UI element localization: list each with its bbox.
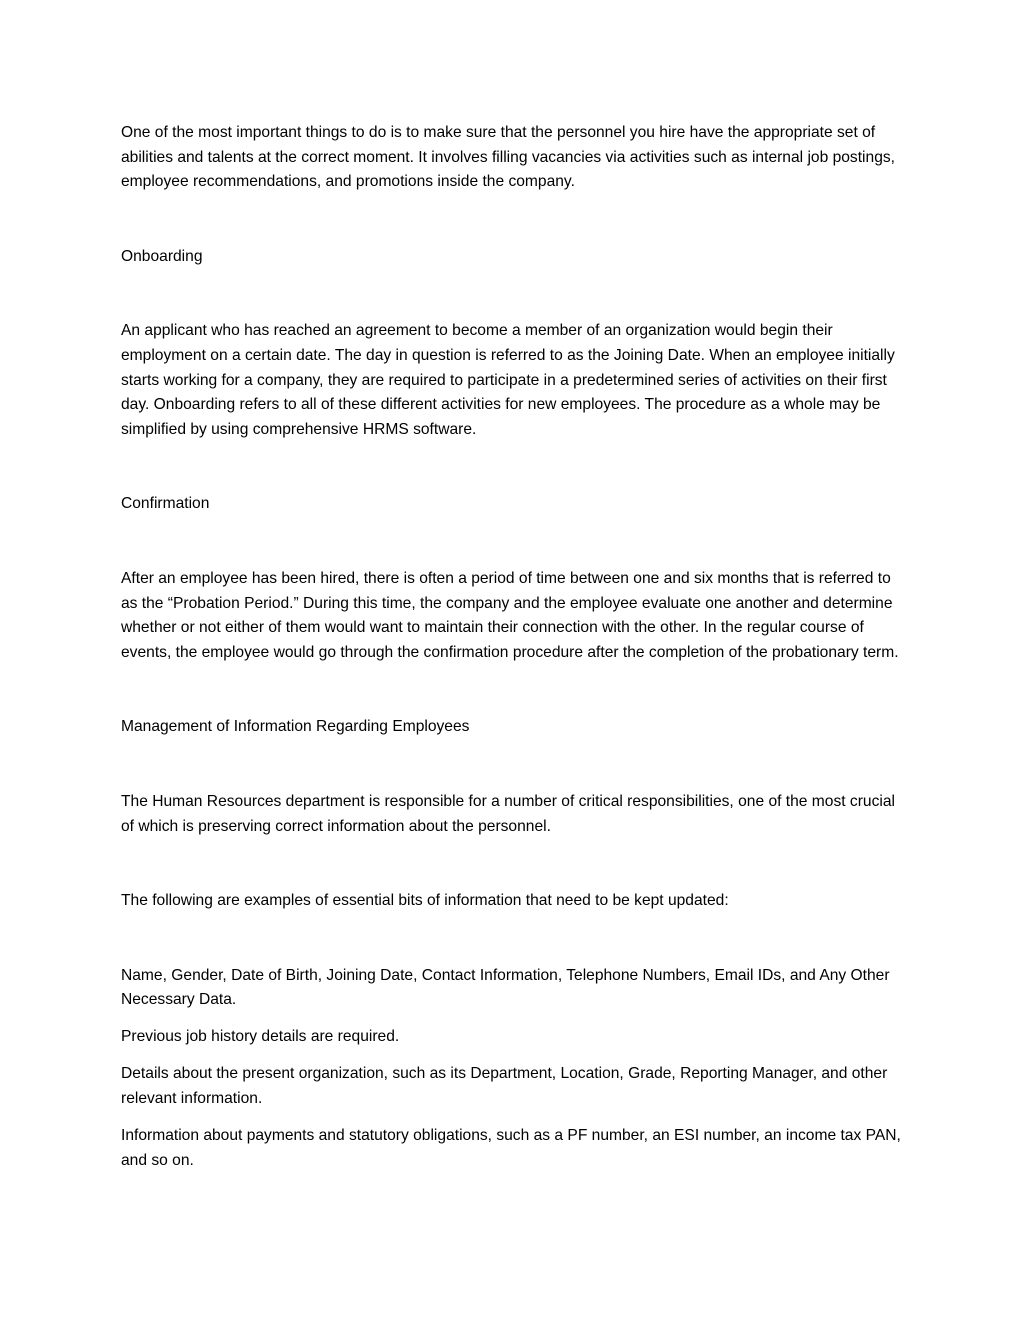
list-item-personal-data: Name, Gender, Date of Birth, Joining Date, Contact Information, Telephone Numbers, Email IDs, and Any Other Necessary Data. xyxy=(121,966,890,1009)
document-page xyxy=(121,121,907,1173)
list-item-job-history: Previous job history details are required. xyxy=(121,1028,400,1046)
paragraph-recruitment: One of the most important things to do is to make sure that the personnel you hire have the appropriate set of abilities and talents at the correct moment. It involves filling vacancies via activities such as internal job postings, employee recommendations, and promotions inside the company. xyxy=(121,124,895,191)
heading-information-management: Management of Information Regarding Employees xyxy=(121,718,470,736)
paragraph-examples-intro: The following are examples of essential bits of information that need to be kept updated: xyxy=(121,892,729,910)
paragraph-onboarding: An applicant who has reached an agreement to become a member of an organization would begin their employment on a certain date. The day in question is referred to as the Joining Date. When an employee initially starts working for a company, they are required to participate in a predetermined series of activities on their first day. Onboarding refers to all of these different activities for new employees. The procedure as a whole may be simplified by using comprehensive HRMS software. xyxy=(121,322,895,438)
list-item-payment-statutory: Information about payments and statutory obligations, such as a PF number, an ESI number, an income tax PAN, and so on. xyxy=(121,1127,901,1169)
paragraph-hr-responsibilities: The Human Resources department is responsible for a number of critical responsibilities, one of the most crucial of which is preserving correct information about the personnel. xyxy=(121,792,895,835)
heading-onboarding: Onboarding xyxy=(121,247,203,265)
paragraph-confirmation: After an employee has been hired, there is often a period of time between one and six months that is referred to as the “Probation Period.” During this time, the company and the employee evaluate one another and determine whether or not either of them would want to maintain their connection with the other. In the regular course of events, the employee would go through the confirmation procedure after the completion of the probationary term. xyxy=(121,569,899,661)
heading-confirmation: Confirmation xyxy=(121,495,210,513)
list-item-organization-details: Details about the present organization, such as its Department, Location, Grade, Reporting Manager, and other relevant information. xyxy=(121,1065,888,1108)
